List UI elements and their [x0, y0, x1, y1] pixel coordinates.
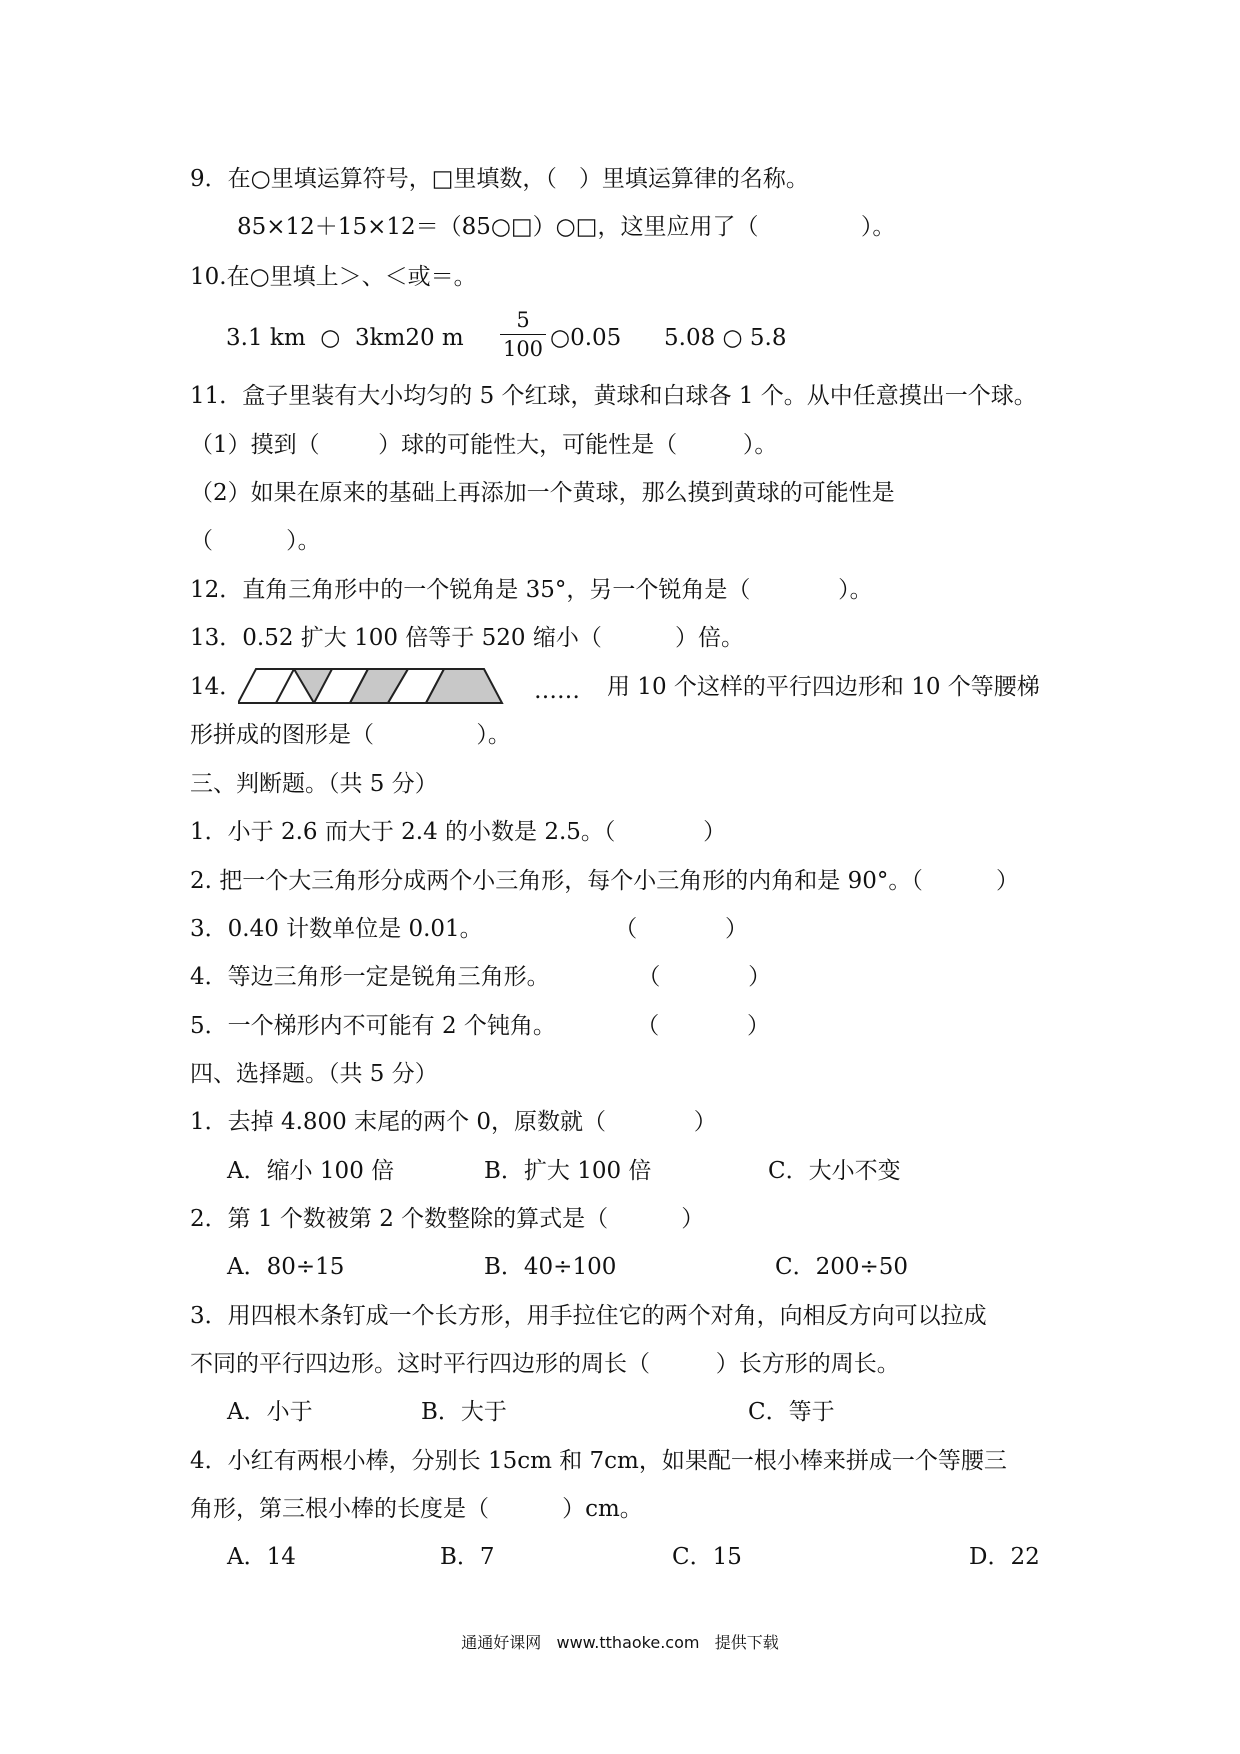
q11-line2: （1）摸到（ ）球的可能性大，可能性是（ ）。 [190, 432, 778, 458]
s4-q4-option-d: D．22 [969, 1544, 1040, 1570]
fraction-denominator: 100 [502, 337, 544, 361]
parallelogram-1 [238, 669, 294, 703]
s4-q2-option-a: A．80÷15 [227, 1254, 345, 1280]
q14-dots: …… [534, 678, 580, 704]
s4-q3-option-b: B．大于 [421, 1399, 507, 1425]
section3-item-1: 1．小于 2.6 而大于 2.4 的小数是 2.5。（ ） [190, 819, 727, 845]
q10-item1: 3.1 km ○ 3km20 m [226, 325, 464, 351]
q10-item2: ○0.05 [550, 325, 622, 351]
s4-q3-option-c: C．等于 [748, 1399, 835, 1425]
s4-q2-option-b: B．40÷100 [484, 1254, 617, 1280]
s4-q1-option-c: C．大小不变 [768, 1158, 901, 1184]
s4-q4-line1: 4．小红有两根小棒，分别长 15cm 和 7cm，如果配一根小棒来拼成一个等腰三 [190, 1448, 1007, 1474]
s4-q1-option-b: B．扩大 100 倍 [484, 1158, 652, 1184]
fraction-numerator: 5 [516, 308, 530, 332]
q11-line1: 11．盒子里装有大小均匀的 5 个红球，黄球和白球各 1 个。从中任意摸出一个球。 [190, 383, 1037, 409]
s4-q3-line1: 3．用四根木条钉成一个长方形，用手拉住它的两个对角，向相反方向可以拉成 [190, 1303, 987, 1329]
q14-text2: 形拼成的图形是（ ）。 [190, 722, 511, 748]
s4-q4-option-b: B．7 [440, 1544, 495, 1570]
q12: 12．直角三角形中的一个锐角是 35°，另一个锐角是（ ）。 [190, 577, 873, 603]
q13: 13．0.52 扩大 100 倍等于 520 缩小（ ）倍。 [190, 625, 744, 651]
s4-q1-option-a: A．缩小 100 倍 [227, 1158, 395, 1184]
fraction-bar [500, 334, 546, 335]
q14-text1: 用 10 个这样的平行四边形和 10 个等腰梯 [607, 674, 1040, 700]
q10-line1: 10.在○里填上＞、＜或＝。 [190, 264, 477, 290]
section4-title: 四、选择题。（共 5 分） [190, 1061, 438, 1087]
s4-q4-option-a: A．14 [227, 1544, 296, 1570]
shape-strip-figure [238, 667, 524, 705]
s4-q1-text: 1．去掉 4.800 末尾的两个 0，原数就（ ） [190, 1109, 717, 1135]
s4-q3-line2: 不同的平行四边形。这时平行四边形的周长（ ）长方形的周长。 [190, 1351, 900, 1377]
s4-q4-line2: 角形，第三根小棒的长度是（ ）cm。 [190, 1496, 643, 1522]
section3-item-2: 2. 把一个大三角形分成两个小三角形，每个小三角形的内角和是 90°。（ ） [190, 868, 1019, 894]
q9-line1: 9．在○里填运算符号，□里填数，（ ）里填运算律的名称。 [190, 166, 809, 192]
s4-q4-option-c: C．15 [672, 1544, 742, 1570]
s4-q2-text: 2．第 1 个数被第 2 个数整除的算式是（ ） [190, 1206, 705, 1232]
q11-line4: （ ）。 [190, 528, 321, 554]
footer-source: 通通好课网 www.tthaoke.com 提供下载 [461, 1633, 779, 1652]
q11-line3: （2）如果在原来的基础上再添加一个黄球，那么摸到黄球的可能性是 [190, 480, 895, 506]
q10-fraction [500, 308, 546, 361]
s4-q2-option-c: C．200÷50 [775, 1254, 909, 1280]
section3-title: 三、判断题。（共 5 分） [190, 771, 438, 797]
q14-label: 14． [190, 674, 243, 700]
q10-item3: 5.08 ○ 5.8 [664, 325, 787, 351]
s4-q3-option-a: A．小于 [227, 1399, 313, 1425]
section3-item-5: 5．一个梯形内不可能有 2 个钝角。 （ ） [190, 1013, 771, 1039]
q9-line2: 85×12＋15×12＝（85○□）○□，这里应用了（ ）。 [237, 214, 896, 240]
section3-item-3: 3．0.40 计数单位是 0.01。 （ ） [190, 916, 749, 942]
section3-item-4: 4．等边三角形一定是锐角三角形。 （ ） [190, 964, 772, 990]
